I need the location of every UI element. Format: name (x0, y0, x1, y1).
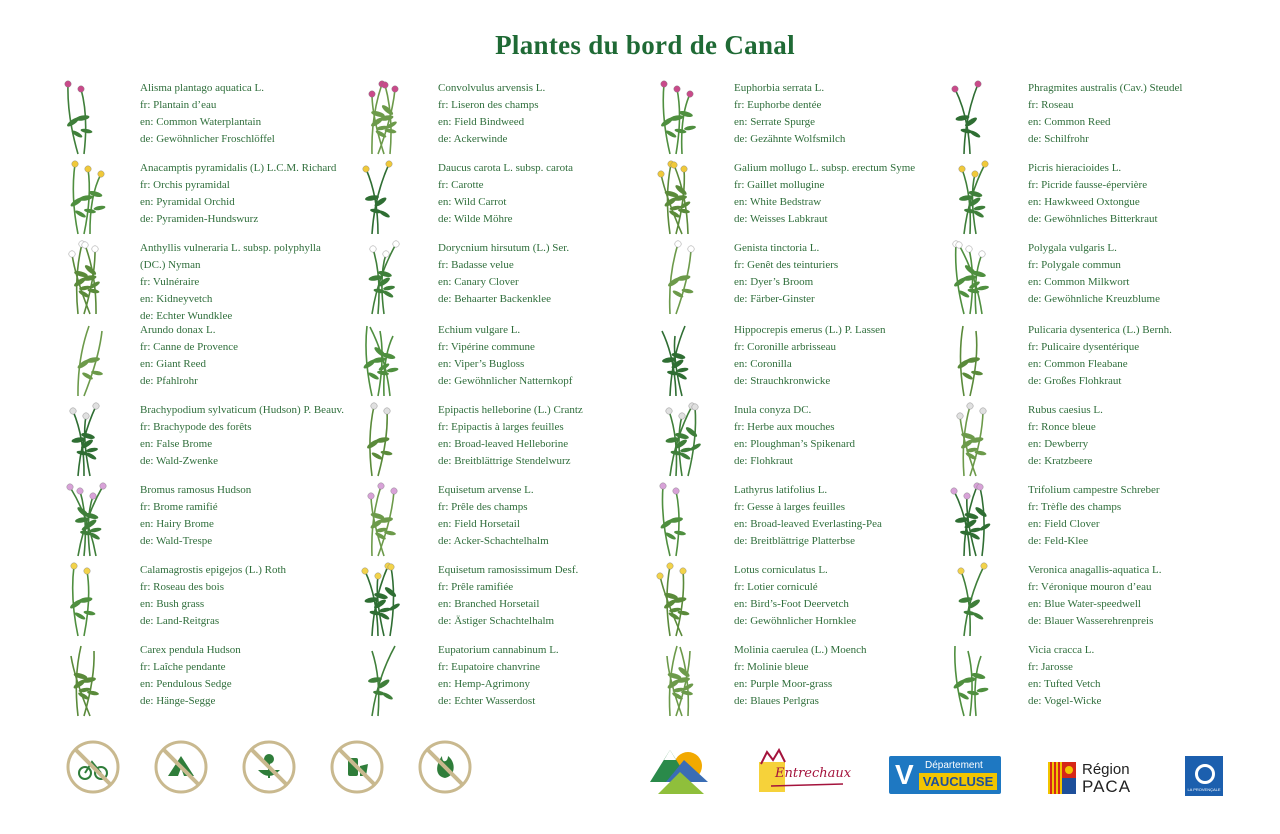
no-flower-picking-icon (242, 740, 296, 794)
common-name: en: Branched Horsetail (438, 598, 540, 610)
common-name: de: Wald-Trespe (140, 535, 213, 547)
plant-names (140, 240, 360, 325)
latin-name: Inula conyza DC. (734, 404, 812, 416)
plant-names (438, 160, 658, 228)
veronica-plant-illustration (944, 558, 1000, 638)
common-name: de: Breitblättrige Platterbse (734, 535, 855, 547)
latin-name: Calamagrostis epigejos (L.) Roth (140, 564, 287, 576)
common-name: de: Pyramiden-Hundswurz (140, 213, 259, 225)
no-bicycle-icon (66, 740, 120, 794)
common-name: en: Bird’s-Foot Deervetch (734, 598, 849, 610)
common-name: en: Blue Water-speedwell (1028, 598, 1141, 610)
plant-names (438, 322, 658, 390)
plant-names (734, 322, 954, 390)
common-name: fr: Badasse velue (438, 259, 514, 271)
common-name: fr: Herbe aux mouches (734, 421, 835, 433)
latin-name: Equisetum ramosissimum Desf. (438, 564, 579, 576)
common-name: fr: Prêle des champs (438, 501, 528, 513)
equisetum-ramosissimum-plant-illustration (352, 558, 408, 638)
latin-name: Echium vulgare L. (438, 324, 521, 336)
common-name: de: Wilde Möhre (438, 213, 513, 225)
latin-name: Molinia caerulea (L.) Moench (734, 644, 867, 656)
common-name: en: Viper’s Bugloss (438, 358, 525, 370)
common-name: fr: Vulnéraire (140, 276, 200, 288)
common-name: fr: Genêt des teinturiers (734, 259, 839, 271)
arundo-plant-illustration (58, 318, 114, 398)
common-name: de: Strauchkronwicke (734, 375, 831, 387)
plant-names (1028, 80, 1248, 148)
common-name: de: Wald-Zwenke (140, 455, 219, 467)
common-name: fr: Vipérine commune (438, 341, 535, 353)
common-name: fr: Lotier corniculé (734, 581, 818, 593)
plant-names (140, 160, 360, 228)
common-name: en: Bush grass (140, 598, 205, 610)
latin-name: Picris hieracioides L. (1028, 162, 1122, 174)
phragmites-plant-illustration (944, 76, 1000, 156)
latin-name: Alisma plantago aquatica L. (140, 82, 265, 94)
latin-name: Polygala vulgaris L. (1028, 242, 1117, 254)
anacamptis-plant-illustration (58, 156, 114, 236)
eupatorium-plant-illustration (352, 638, 408, 718)
common-name: de: Weisses Labkraut (734, 213, 828, 225)
common-name: en: Common Reed (1028, 116, 1111, 128)
common-name: en: Hairy Brome (140, 518, 214, 530)
carex-plant-illustration (58, 638, 114, 718)
common-name: fr: Ronce bleue (1028, 421, 1096, 433)
common-name: de: Ästiger Schachtelhalm (438, 615, 555, 627)
plant-names (734, 80, 954, 148)
common-name: en: Pendulous Sedge (140, 678, 232, 690)
common-name: fr: Canne de Provence (140, 341, 239, 353)
common-name: en: Ploughman’s Spikenard (734, 438, 855, 450)
latin-name: Daucus carota L. subsp. carota (438, 162, 574, 174)
latin-name: Pulicaria dysenterica (L.) Bernh. (1028, 324, 1172, 336)
common-name: en: Broad-leaved Helleborine (438, 438, 569, 450)
common-name: (DC.) Nyman (140, 259, 201, 271)
equisetum-arvense-plant-illustration (352, 478, 408, 558)
latin-name: Epipactis helleborine (L.) Crantz (438, 404, 583, 416)
vaucluse-v-mark: V (895, 759, 914, 790)
latin-name: Veronica anagallis-aquatica L. (1028, 564, 1162, 576)
common-name: fr: Liseron des champs (438, 99, 539, 111)
common-name: en: Giant Reed (140, 358, 206, 370)
common-name: fr: Laîche pendante (140, 661, 226, 673)
paca-line2: PACA (1082, 777, 1132, 796)
common-name: de: Schilfrohr (1028, 133, 1089, 145)
common-name: de: Gewöhnliches Bitterkraut (1028, 213, 1158, 225)
vaucluse-logo (889, 756, 1001, 794)
common-name: en: Pyramidal Orchid (140, 196, 235, 208)
common-name: de: Echter Wundklee (140, 310, 233, 322)
common-name: de: Kratzbeere (1028, 455, 1093, 467)
la-provencale-logo (1185, 756, 1223, 796)
common-name: fr: Jarosse (1028, 661, 1073, 673)
common-name: fr: Gaillet mollugine (734, 179, 825, 191)
latin-name: Rubus caesius L. (1028, 404, 1103, 416)
latin-name: Hippocrepis emerus (L.) P. Lassen (734, 324, 886, 336)
common-name: fr: Euphorbe dentée (734, 99, 822, 111)
latin-name: Carex pendula Hudson (140, 644, 241, 656)
rubus-plant-illustration (944, 398, 1000, 478)
common-name: en: Common Fleabane (1028, 358, 1128, 370)
entrechaux-wordmark: Entrechaux (775, 766, 852, 781)
ring-icon (1195, 764, 1215, 784)
lathyrus-plant-illustration (650, 478, 706, 558)
latin-name: Lotus corniculatus L. (734, 564, 828, 576)
common-name: fr: Plantain d’eau (140, 99, 217, 111)
common-name: fr: Prêle ramifiée (438, 581, 514, 593)
pulicaria-plant-illustration (944, 318, 1000, 398)
latin-name: Brachypodium sylvaticum (Hudson) P. Beauv. (140, 404, 344, 416)
latin-name: Trifolium campestre Schreber (1028, 484, 1160, 496)
common-name: en: Dewberry (1028, 438, 1089, 450)
plant-names (140, 642, 360, 710)
mountain-sun-logo (648, 742, 712, 796)
latin-name: Anacamptis pyramidalis (L) L.C.M. Richard (140, 162, 337, 174)
plant-names (438, 482, 658, 550)
common-name: fr: Epipactis à larges feuilles (438, 421, 564, 433)
paca-line1: Région (1082, 761, 1130, 778)
common-name: fr: Eupatoire chanvrine (438, 661, 541, 673)
plant-names (734, 402, 954, 470)
common-name: fr: Coronille arbrisseau (734, 341, 837, 353)
common-name: de: Echter Wasserdost (438, 695, 536, 707)
latin-name: Galium mollugo L. subsp. erectum Syme (734, 162, 916, 174)
common-name: de: Breitblättrige Stendelwurz (438, 455, 571, 467)
lotus-plant-illustration (650, 558, 706, 638)
common-name: fr: Orchis pyramidal (140, 179, 230, 191)
plant-names (1028, 642, 1248, 710)
latin-name: Euphorbia serrata L. (734, 82, 825, 94)
common-name: de: Ackerwinde (438, 133, 508, 145)
galium-plant-illustration (650, 156, 706, 236)
common-name: en: Common Waterplantain (140, 116, 262, 128)
common-name: en: Purple Moor-grass (734, 678, 833, 690)
daucus-plant-illustration (352, 156, 408, 236)
anthyllis-plant-illustration (58, 236, 114, 316)
common-name: de: Behaarter Backenklee (438, 293, 551, 305)
common-name: fr: Véronique mouron d’eau (1028, 581, 1152, 593)
alisma-plant-illustration (58, 76, 114, 156)
hippocrepis-plant-illustration (650, 318, 706, 398)
inula-plant-illustration (650, 398, 706, 478)
no-littering-icon (330, 740, 384, 794)
plant-names (1028, 322, 1248, 390)
echium-plant-illustration (352, 318, 408, 398)
common-name: de: Gezähnte Wolfsmilch (734, 133, 846, 145)
common-name: en: Broad-leaved Everlasting-Pea (734, 518, 882, 530)
common-name: en: Dyer’s Broom (734, 276, 814, 288)
plant-names (1028, 402, 1248, 470)
vaucluse-line1: Département (925, 760, 983, 771)
provencale-caption: LA PROVENÇALE (1187, 787, 1221, 792)
plant-names (140, 482, 360, 550)
common-name: en: Serrate Spurge (734, 116, 816, 128)
common-name: de: Färber-Ginster (734, 293, 815, 305)
vicia-plant-illustration (944, 638, 1000, 718)
page-title: Plantes du bord de Canal (495, 30, 795, 60)
common-name: en: Coronilla (734, 358, 792, 370)
calamagrostis-plant-illustration (58, 558, 114, 638)
common-name: en: Wild Carrot (438, 196, 507, 208)
common-name: en: Field Bindweed (438, 116, 525, 128)
plant-names (140, 562, 360, 630)
common-name: fr: Roseau des bois (140, 581, 225, 593)
latin-name: Vicia cracca L. (1028, 644, 1095, 656)
molinia-plant-illustration (650, 638, 706, 718)
plant-names (1028, 482, 1248, 550)
plant-names (438, 642, 658, 710)
bromus-plant-illustration (58, 478, 114, 558)
plant-names (734, 562, 954, 630)
latin-name: Arundo donax L. (140, 324, 216, 336)
plant-names (140, 402, 360, 470)
latin-name: Bromus ramosus Hudson (140, 484, 252, 496)
common-name: de: Großes Flohkraut (1028, 375, 1122, 387)
common-name: fr: Trèfle des champs (1028, 501, 1122, 513)
common-name: de: Flohkraut (734, 455, 793, 467)
common-name: en: Field Horsetail (438, 518, 520, 530)
plant-names (140, 80, 360, 148)
plant-names (140, 322, 360, 390)
common-name: en: Hawkweed Oxtongue (1028, 196, 1140, 208)
common-name: en: White Bedstraw (734, 196, 822, 208)
common-name: fr: Polygale commun (1028, 259, 1121, 271)
common-name: de: Gewöhnlicher Hornklee (734, 615, 857, 627)
latin-name: Convolvulus arvensis L. (438, 82, 546, 94)
common-name: fr: Brachypode des forêts (140, 421, 252, 433)
latin-name: Equisetum arvense L. (438, 484, 534, 496)
convolvulus-plant-illustration (352, 76, 408, 156)
polygala-plant-illustration (944, 236, 1000, 316)
common-name: en: Hemp-Agrimony (438, 678, 530, 690)
common-name: de: Gewöhnliche Kreuzblume (1028, 293, 1160, 305)
common-name: de: Gewöhnlicher Natternkopf (438, 375, 573, 387)
plant-names (438, 562, 658, 630)
plant-names (734, 482, 954, 550)
latin-name: Dorycnium hirsutum (L.) Ser. (438, 242, 570, 254)
trifolium-plant-illustration (944, 478, 1000, 558)
common-name: fr: Pulicaire dysentérique (1028, 341, 1140, 353)
picris-plant-illustration (944, 156, 1000, 236)
common-name: de: Land-Reitgras (140, 615, 220, 627)
plant-names (734, 240, 954, 308)
genista-plant-illustration (650, 236, 706, 316)
common-name: fr: Brome ramifié (140, 501, 218, 513)
common-name: de: Vogel-Wicke (1028, 695, 1102, 707)
common-name: fr: Roseau (1028, 99, 1074, 111)
euphorbia-plant-illustration (650, 76, 706, 156)
paca-shield-icon (1048, 762, 1076, 794)
common-name: de: Pfahlrohr (140, 375, 198, 387)
common-name: en: Canary Clover (438, 276, 519, 288)
epipactis-plant-illustration (352, 398, 408, 478)
common-name: de: Blauer Wasserehrenpreis (1028, 615, 1154, 627)
no-fire-icon (418, 740, 472, 794)
common-name: de: Feld-Klee (1028, 535, 1089, 547)
plant-names (1028, 240, 1248, 308)
common-name: de: Acker-Schachtelhalm (438, 535, 549, 547)
plant-names (1028, 160, 1248, 228)
common-name: de: Hänge-Segge (140, 695, 216, 707)
common-name: en: Field Clover (1028, 518, 1100, 530)
entrechaux-logo (757, 748, 852, 794)
vaucluse-line2: VAUCLUSE (919, 773, 997, 790)
common-name: fr: Gesse à larges feuilles (734, 501, 845, 513)
latin-name: Lathyrus latifolius L. (734, 484, 828, 496)
plant-names (1028, 562, 1248, 630)
plant-names (438, 80, 658, 148)
latin-name: Eupatorium cannabinum L. (438, 644, 559, 656)
latin-name: Phragmites australis (Cav.) Steudel (1028, 82, 1183, 94)
plant-names (734, 642, 954, 710)
common-name: en: False Brome (140, 438, 213, 450)
common-name: de: Blaues Perlgras (734, 695, 819, 707)
common-name: en: Tufted Vetch (1028, 678, 1101, 690)
common-name: de: Gewöhnlicher Froschlöffel (140, 133, 275, 145)
common-name: fr: Carotte (438, 179, 484, 191)
plant-names (734, 160, 954, 228)
dorycnium-plant-illustration (352, 236, 408, 316)
no-camping-icon (154, 740, 208, 794)
common-name: en: Common Milkwort (1028, 276, 1130, 288)
plant-names (438, 240, 658, 308)
plant-names (438, 402, 658, 470)
region-paca-logo (1048, 760, 1144, 796)
brachypodium-plant-illustration (58, 398, 114, 478)
common-name: fr: Picride fausse-épervière (1028, 179, 1148, 191)
common-name: en: Kidneyvetch (140, 293, 213, 305)
latin-name: Anthyllis vulneraria L. subsp. polyphylla (140, 242, 321, 254)
latin-name: Genista tinctoria L. (734, 242, 820, 254)
common-name: fr: Molinie bleue (734, 661, 809, 673)
